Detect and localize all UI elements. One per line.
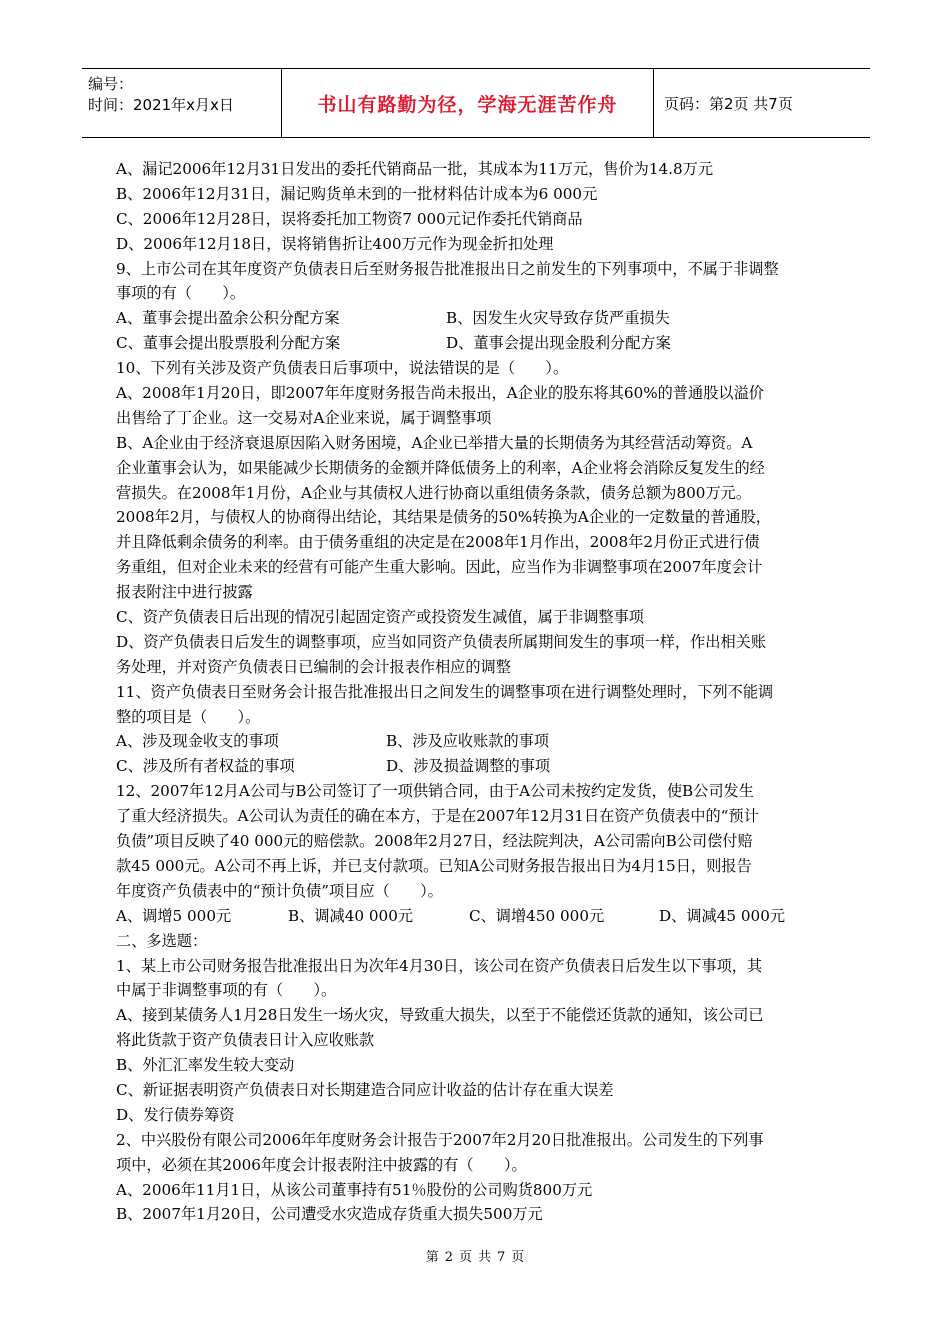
q11-option-a: A、涉及现金收支的事项 [116, 732, 279, 751]
q12-option-c: C、调增450 000元 [469, 906, 605, 925]
q9-options-row [116, 331, 846, 356]
text-line: B、2007年1月20日，公司遭受水灾造成存货重大损失500万元 [116, 1205, 543, 1224]
q9-options-row [116, 306, 846, 331]
text-line: 项中，必须在其2006年度会计报表附注中披露的有（ ）。 [116, 1155, 527, 1174]
q11-option-c: C、涉及所有者权益的事项 [116, 757, 295, 776]
footer-ye: 页 [458, 1250, 472, 1265]
date-label: 时间：2021年x月x日 [88, 96, 234, 114]
text-line: A、漏记2006年12月31日发出的委托代销商品一批，其成本为11万元，售价为14.8万元 [116, 160, 714, 178]
q11-options-row [116, 754, 846, 779]
text-line: 将此货款于资产负债表日计入应收账款 [116, 1031, 375, 1050]
page-header [82, 68, 870, 138]
question-9: 9、上市公司在其年度资产负债表日后至财务报告批准报出日之前发生的下列事项中，不属于非调整 [116, 259, 779, 278]
serial-label: 编号： [88, 75, 134, 93]
text-line: C、2006年12月28日，误将委托加工物资7 000元记作委托代销商品 [116, 209, 583, 228]
multi-question-1: 1、某上市公司财务报告批准报出日为次年4月30日，该公司在资产负债表日后发生以下事项，其 [116, 956, 763, 975]
text-line: 出售给了丁企业。这一交易对A企业来说，属于调整事项 [116, 408, 492, 427]
page-label: 页码：第2页 共7页 [664, 94, 793, 113]
text-line: A、2006年11月1日，从该公司董事持有51％股份的公司购货800万元 [116, 1180, 593, 1199]
header-meta [82, 69, 282, 137]
page-footer [0, 1246, 950, 1265]
q9-option-d: D、董事会提出现金股利分配方案 [446, 334, 671, 353]
text-line: B、外汇汇率发生较大变动 [116, 1056, 295, 1075]
text-line: A、接到某债务人1月28日发生一场火灾，导致重大损失，以至于不能偿还货款的通知，该公司已 [116, 1006, 764, 1025]
text-line: 事项的有（ ）。 [116, 284, 246, 303]
text-line: C、新证据表明资产负债表日对长期建造合同应计收益的估计存在重大误差 [116, 1080, 614, 1099]
q9-option-b: B、因发生火灾导致存货严重损失 [446, 309, 670, 328]
text-line: 款45 000元。A公司不再上诉，并已支付款项。已知A公司财务报告报出日为4月15日，则报告 [116, 856, 752, 875]
text-line: 企业董事会认为，如果能减少长期债务的金额并降低债务上的利率，A企业将会消除反复发生的经 [116, 458, 765, 477]
question-12: 12、2007年12月A公司与B公司签订了一项供销合同，由于A公司未按约定发货，使B公司发生 [116, 782, 754, 801]
q12-options-row [116, 904, 846, 929]
text-line: D、发行债券筹资 [116, 1105, 235, 1124]
footer-page-number: 2 [444, 1250, 453, 1265]
text-line: 负债”项目反映了40 000元的赔偿款。2008年2月27日，经法院判决，A公司需向B公司偿付赔 [116, 832, 753, 851]
question-11: 11、资产负债表日至财务会计报告批准报出日之间发生的调整事项在进行调整处理时，下列不能调 [116, 682, 774, 701]
text-line: 整的项目是（ ）。 [116, 707, 261, 726]
text-line: C、资产负债表日后出现的情况引起固定资产或投资发生减值，属于非调整事项 [116, 608, 644, 627]
footer-di: 第 [425, 1250, 439, 1265]
footer-ye: 页 [511, 1250, 525, 1265]
q9-option-a: A、董事会提出盈余公积分配方案 [116, 309, 340, 328]
q11-option-b: B、涉及应收账款的事项 [386, 732, 550, 751]
header-page-cell [654, 69, 870, 137]
footer-gong: 共 [478, 1250, 492, 1265]
motto: 书山有路勤为径，学海无涯苦作舟 [317, 93, 618, 116]
text-line: 年度资产负债表中的“预计负债”项目应（ ）。 [116, 881, 443, 900]
q9-option-c: C、董事会提出股票股利分配方案 [116, 334, 341, 353]
text-line: 中属于非调整事项的有（ ）。 [116, 981, 337, 1000]
text-line: D、资产负债表日后发生的调整事项，应当如同资产负债表所属期间发生的事项一样，作出相关账 [116, 632, 767, 651]
q12-option-d: D、调减45 000元 [659, 906, 786, 925]
text-line: 务重组，但对企业未来的经营有可能产生重大影响。因此，应当作为非调整事项在2007年度会计 [116, 558, 763, 577]
q12-option-a: A、调增5 000元 [116, 906, 232, 925]
question-10: 10、下列有关涉及资产负债表日后事项中，说法错误的是（ ）。 [116, 359, 569, 378]
header-motto-cell [282, 69, 654, 137]
text-line: D、2006年12月18日，误将销售折让400万元作为现金折扣处理 [116, 234, 554, 253]
q11-options-row [116, 729, 846, 754]
document-body [116, 157, 846, 1227]
text-line: B、2006年12月31日，漏记购货单未到的一批材料估计成本为6 000元 [116, 184, 598, 203]
text-line: 了重大经济损失。A公司认为责任的确在本方，于是在2007年12月31日在资产负债表中的“预计 [116, 807, 759, 826]
q12-option-b: B、调减40 000元 [288, 906, 414, 925]
text-line: 务处理，并对资产负债表日已编制的会计报表作相应的调整 [116, 657, 511, 676]
footer-total-pages: 7 [497, 1250, 506, 1265]
text-line: 并且降低剩余债务的利率。由于债务重组的决定是在2008年1月作出，2008年2月份正式进行债 [116, 533, 760, 552]
text-line: 2008年2月，与债权人的协商得出结论，其结果是债务的50%转换为A企业的一定数量的普通股， [116, 508, 771, 527]
text-line: A、2008年1月20日，即2007年年度财务报告尚未报出，A企业的股东将其60%的普通股以溢价 [116, 384, 764, 403]
text-line: B、A企业由于经济衰退原因陷入财务困境，A企业已举措大量的长期债务为其经营活动筹资。A [116, 433, 753, 452]
text-line: 营损失。在2008年1月份，A企业与其债权人进行协商以重组债务条款，债务总额为800万元。 [116, 483, 752, 502]
text-line: 报表附注中进行披露 [116, 583, 253, 602]
section-heading: 二、多选题： [116, 931, 208, 950]
multi-question-2: 2、中兴股份有限公司2006年年度财务会计报告于2007年2月20日批准报出。公司发生的下列事 [116, 1130, 764, 1149]
q11-option-d: D、涉及损益调整的事项 [386, 757, 551, 776]
